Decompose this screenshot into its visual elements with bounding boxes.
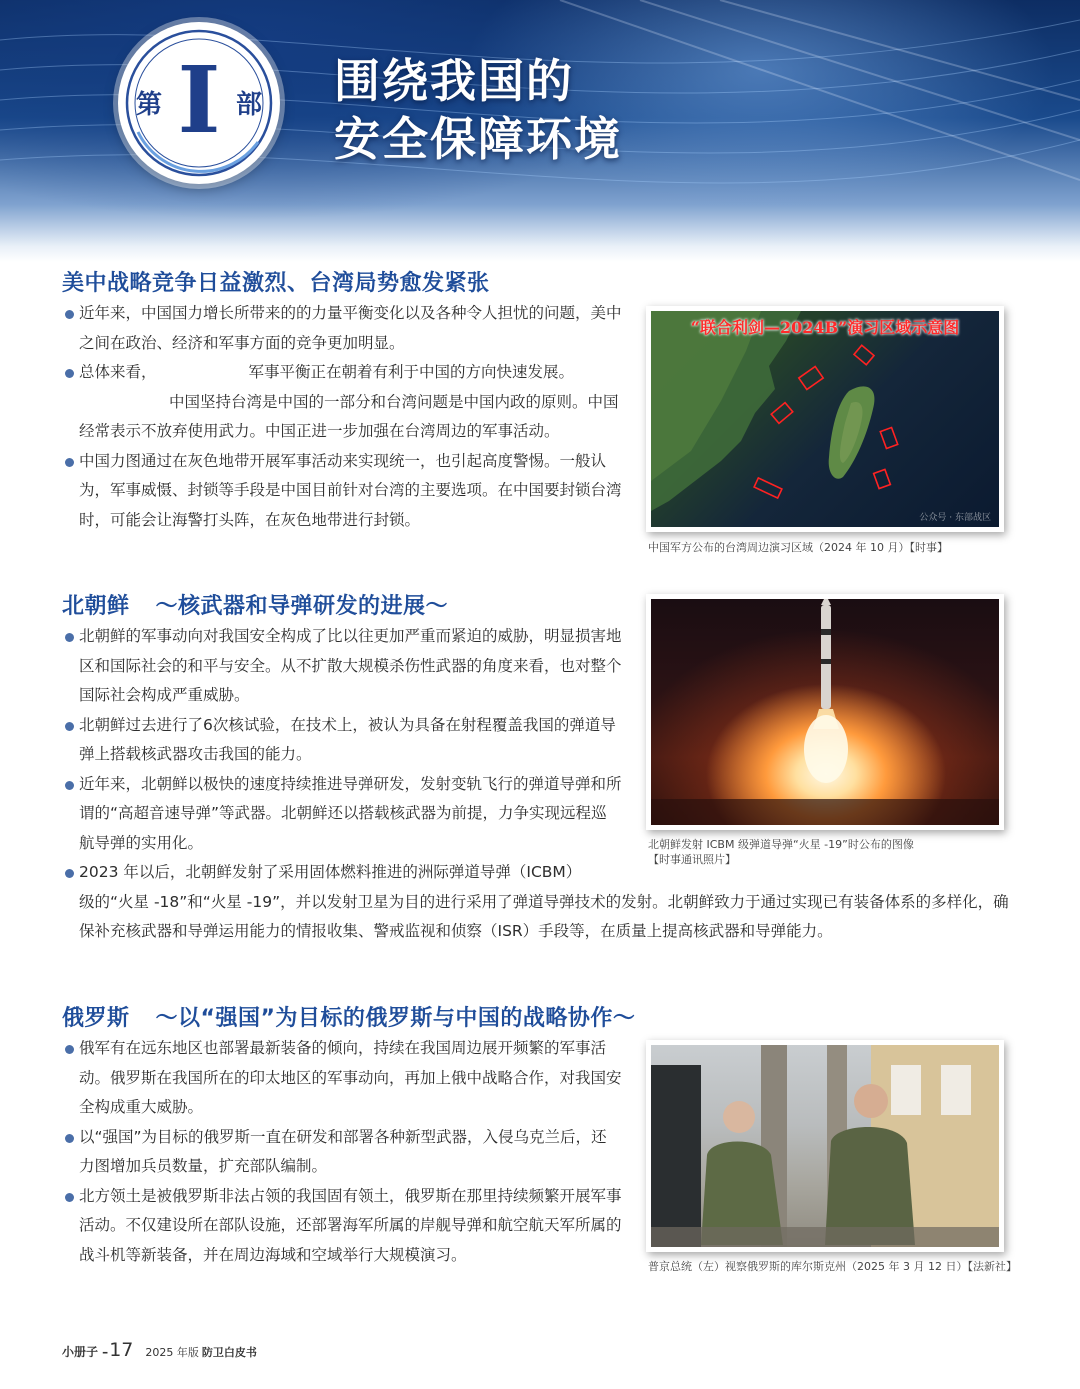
missile-launch-photo — [646, 594, 1004, 830]
map-graphic — [651, 311, 999, 527]
text-fragment: 则。中国经常表示不放弃使用武力。中国正进一步加强在台湾周边的军事活动。 — [79, 392, 619, 440]
heading-subtitle: ～以“强国”为目标的俄罗斯与中国的战略协作～ — [155, 1006, 636, 1031]
badge-right-char: 部 — [235, 90, 262, 120]
part-badge — [118, 22, 280, 184]
missile-image — [651, 599, 999, 825]
badge-numeral: I — [177, 46, 221, 154]
map-title: “联合利剑—2024B”演习区域示意图 — [690, 318, 960, 337]
footer-edition-year: 2025 年版 — [145, 1346, 199, 1359]
map-watermark: 公众号 · 东部战区 — [919, 513, 991, 523]
taiwan-exercise-map — [646, 306, 1004, 532]
page-footer — [62, 1339, 257, 1361]
bullet-paragraph: 近年来，北朝鲜以极快的速度持续推进导弹研发，发射变轨飞行的弹道导弹和所谓的“高超音速导弹”等武器。北朝鲜还以搭载核武器为前提，力争实现远程巡航导弹的实用化。 — [62, 770, 622, 859]
russia-image — [651, 1045, 999, 1247]
text-fragment: 军事平衡正在朝着有利于中国的方向快速发展。 — [248, 363, 575, 381]
caption-taiwan-map: 中国军方公布的台湾周边演习区域（2024 年 10 月）【时事】 — [648, 541, 948, 554]
page-title-line1: 围绕我国的 — [334, 54, 574, 108]
footer-publication-name: 防卫白皮书 — [201, 1346, 257, 1359]
section-body-north-korea-wide — [62, 858, 1010, 947]
caption-line: 北朝鲜发射 ICBM 级弹道导弹“火星 -19”时公布的图像 — [648, 838, 914, 851]
heading-country: 俄罗斯 — [62, 1006, 130, 1031]
map-image — [651, 311, 999, 527]
section-heading-russia — [62, 1001, 635, 1032]
caption-missile — [648, 837, 914, 867]
bullet-paragraph: 北朝鲜的军事动向对我国安全构成了比以往更加严重而紧迫的威胁，明显损害地区和国际社会的和平与安全。从不扩散大规模杀伤性武器的角度来看，也对整个国际社会构成严重威胁。 — [62, 622, 622, 711]
text-fragment: 中国坚持台湾是中国的一部分和台湾问题是中国内政的原 — [169, 392, 557, 411]
bullet-paragraph: 北方领土是被俄罗斯非法占领的我国固有领土，俄罗斯在那里持续频繁开展军事活动。不仅建设所在部队设施，还部署海军所属的岸舰导弹和航空航天军所属的战斗机等新装备，并在周边海域和空域举行大规模演习。 — [62, 1182, 622, 1271]
page-title — [334, 52, 622, 168]
bullet-paragraph: 以“强国”为目标的俄罗斯一直在研发和部署各种新型武器，入侵乌克兰后，还力图增加兵员数量，扩充部队编制。 — [62, 1123, 622, 1182]
putin-visit-photo — [646, 1040, 1004, 1252]
bullet-paragraph: 中国力图通过在灰色地带开展军事活动来实现统一，也引起高度警惕。一般认为，军事威慑、封锁等手段是中国目前针对台湾的主要选项。在中国要封锁台湾时，可能会让海警打头阵，在灰色地带进行封锁。 — [62, 447, 622, 536]
russia-graphic — [651, 1045, 999, 1247]
section-body-north-korea — [62, 622, 622, 858]
section-heading-china: 美中战略竞争日益激烈、台湾局势愈发紧张 — [62, 271, 490, 296]
bullet-paragraph — [62, 358, 622, 388]
heading-country: 北朝鲜 — [62, 594, 130, 619]
bullet-paragraph: 俄军有在远东地区也部署最新装备的倾向，持续在我国周边展开频繁的军事活动。俄罗斯在我国所在的印太地区的军事动向，再加上俄中战略合作，对我国安全构成重大威胁。 — [62, 1034, 622, 1123]
text-fragment: 级的“火星 -18”和“火星 -19”，并以发射卫星为目的进行采用了弹道导弹技术的发射。北朝鲜致力于通过实现已有装备体系的多样化，确保补充核武器和导弹运用能力的情报收集、警戒监视和侦察（ISR）手段等，在质量上提高核武器和导弹能力。 — [79, 892, 1009, 940]
caption-putin-visit: 普京总统（左）视察俄罗斯的库尔斯克州（2025 年 3 月 12 日）【法新社】 — [648, 1260, 1017, 1273]
page-title-line2: 安全保障环境 — [334, 112, 622, 166]
bullet-paragraph: 北朝鲜过去进行了6次核试验，在技术上，被认为具备在射程覆盖我国的弹道导弹上搭载核武器攻击我国的能力。 — [62, 711, 622, 770]
badge-left-char: 第 — [136, 90, 163, 120]
section-body-china — [62, 299, 622, 535]
bullet-paragraph — [62, 858, 1010, 947]
heading-subtitle: ～核武器和导弹研发的进展～ — [155, 594, 449, 619]
footer-brochure-label: 小册子 – — [62, 1345, 109, 1359]
text-fragment: 2023 年以后，北朝鲜发射了采用固体燃料推进的洲际弹道导弹（ICBM） — [79, 863, 582, 881]
missile-graphic — [651, 599, 999, 825]
header-banner — [0, 0, 1080, 262]
caption-line: 【时事通讯照片】 — [648, 853, 736, 866]
bullet-paragraph: 近年来，中国国力增长所带来的的力量平衡变化以及各种令人担忧的问题，美中之间在政治、经济和军事方面的竞争更加明显。 — [62, 299, 622, 358]
bullet-paragraph — [62, 388, 622, 447]
section-body-russia — [62, 1034, 622, 1270]
section-heading-north-korea — [62, 589, 448, 620]
footer-page-number: 17 — [109, 1339, 134, 1361]
text-fragment: 总体来看， — [79, 363, 157, 381]
